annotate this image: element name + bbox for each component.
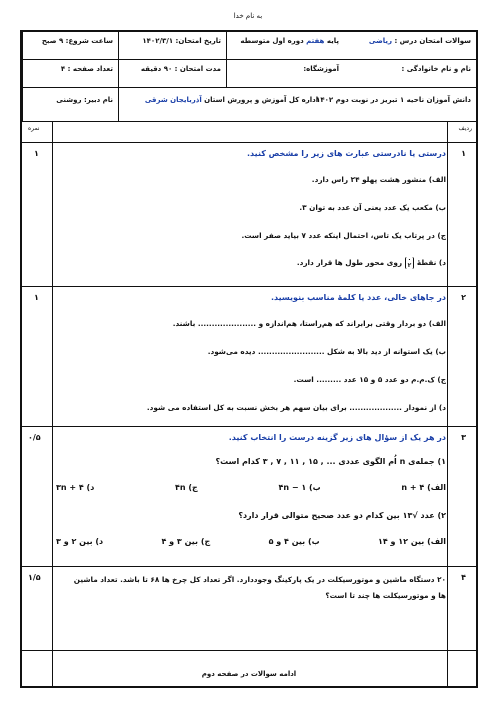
questions-table xyxy=(22,122,476,688)
question-score: ۱ xyxy=(34,293,39,302)
question-number: ۱ xyxy=(461,149,466,158)
grade-label: پایه xyxy=(326,37,339,45)
option-d[interactable]: د) بین ۲ و ۳ xyxy=(56,537,104,546)
exam-duration: مدت امتحان : ۹۰ دقیقه xyxy=(118,60,226,87)
question-number: ۲ xyxy=(461,293,466,302)
question-score: ۰/۵ xyxy=(28,433,41,442)
footer-row xyxy=(22,650,476,688)
department xyxy=(118,88,344,121)
header-row-3 xyxy=(22,88,476,122)
blank-a: الف) دو بردار وقتی برابراند که هم‌راستا، هم‌اندازه و ..................... باشند. xyxy=(172,319,446,328)
start-time: ساعت شروع: ۹ صبح xyxy=(22,32,118,59)
question-1 xyxy=(22,142,476,286)
exam-sheet xyxy=(20,30,478,688)
option-d[interactable]: د) ۳n + ۴ xyxy=(56,483,95,492)
school-field[interactable]: آموزشگاه: xyxy=(226,60,344,87)
score-column-header: نمره xyxy=(28,125,40,132)
statement-d-text: روی محور طول ها قرار دارد. xyxy=(296,258,403,267)
option-c[interactable]: ج) بین ۳ و ۴ xyxy=(161,537,211,546)
subject-label: سوالات امتحان درس : xyxy=(394,37,471,45)
option-b[interactable]: ب) بین ۴ و ۵ xyxy=(268,537,320,546)
page-count: تعداد صفحه : ۴ xyxy=(22,60,118,87)
subject-cell xyxy=(344,32,476,59)
grade-value: هفتم xyxy=(306,37,325,45)
question-2 xyxy=(22,286,476,426)
page-heading: به نام خدا xyxy=(233,12,263,20)
statement-d-prefix: د) نقطهٔ xyxy=(416,258,446,267)
student-name-field[interactable]: نام و نام خانوادگی : xyxy=(401,65,471,73)
statement-d xyxy=(56,257,446,269)
mc-question-1: ۱) جمله‌ی n اُم الگوی عددی ... , ۱۵ , ۱۱ , ۷ , ۳ کدام است؟ xyxy=(215,457,446,466)
teacher-name: نام دبیر: روشنی xyxy=(22,88,118,121)
mc-question-2: ۲) عدد √۱۳ بین کدام دو عدد صحیح متوالی قرار دارد؟ xyxy=(238,511,446,520)
mc-options-2 xyxy=(56,537,446,546)
grade-level: دوره اول متوسطه xyxy=(240,37,304,45)
question-score: ۱ xyxy=(34,149,39,158)
question-score: ۱/۵ xyxy=(28,573,41,582)
grade-cell xyxy=(226,32,344,59)
question-number: ۴ xyxy=(461,573,466,582)
header-row-1 xyxy=(22,32,476,60)
option-a[interactable]: الف) بین ۱۲ و ۱۴ xyxy=(377,537,446,546)
statement-b: ب) مکعب یک عدد یعنی آن عدد به توان ۳. xyxy=(299,203,446,212)
row-column-header: ردیف xyxy=(458,125,472,132)
option-b[interactable]: ب) ۴n − ۱ xyxy=(278,483,321,492)
header-row-2 xyxy=(22,60,476,88)
students-info: دانش آموزان ناحیه ۱ تبریز در نوبت دوم ۱۴۰۲ xyxy=(316,96,471,104)
vector-top: ۰ xyxy=(407,256,412,263)
vector-bottom: ۲ xyxy=(407,262,412,269)
department-province: آذربایجان شرقی xyxy=(144,96,202,104)
question-number: ۳ xyxy=(461,433,466,442)
word-problem-line-1: ۲۰ دستگاه ماشین و موتورسیکلت در یک پارکینگ وجوددارد. اگر تعداد کل چرخ ها ۶۸ تا باشد. تعداد ماشین xyxy=(73,575,446,584)
continue-note: ادامه سوالات در صفحه دوم xyxy=(201,670,297,678)
statement-c: ج) در پرتاب یک تاس، احتمال اینکه عدد ۷ بیاید صفر است. xyxy=(241,231,446,240)
option-a[interactable]: الف) n + ۴ xyxy=(401,483,446,492)
point-vector xyxy=(405,257,415,269)
mc-options-1 xyxy=(56,483,446,492)
blank-b: ب) یک استوانه از دید بالا به شکل ........................ دیده می‌شود. xyxy=(207,347,446,356)
subject-value: ریاضی xyxy=(368,37,392,45)
question-4 xyxy=(22,566,476,650)
statement-a: الف) منشور هشت پهلو ۲۴ راس دارد. xyxy=(311,175,446,184)
exam-date: تاریخ امتحان: ۱۴۰۲/۳/۱ xyxy=(118,32,226,59)
blank-d: د) از نمودار ................... برای بیان سهم هر بخش نسبت به کل استفاده می شود. xyxy=(146,403,446,412)
blank-c: ج) ک.م.م دو عدد ۵ و ۱۵ عدد ......... است. xyxy=(293,375,446,384)
department-name: اداره کل آموزش و پرورش استان xyxy=(204,96,319,104)
question-title: درستی یا نادرستی عبارت های زیر را مشخص کنید. xyxy=(247,149,446,158)
question-title: در هر یک از سؤال های زیر گزینه درست را انتخاب کنید. xyxy=(228,433,446,442)
word-problem-line-2: ها و موتورسیکلت ها چند تا است؟ xyxy=(325,591,446,600)
option-c[interactable]: ج) ۴n xyxy=(175,483,198,492)
question-3 xyxy=(22,426,476,566)
question-title: در جاهای خالی، عدد یا کلمهٔ مناسب بنویسید. xyxy=(270,293,446,302)
